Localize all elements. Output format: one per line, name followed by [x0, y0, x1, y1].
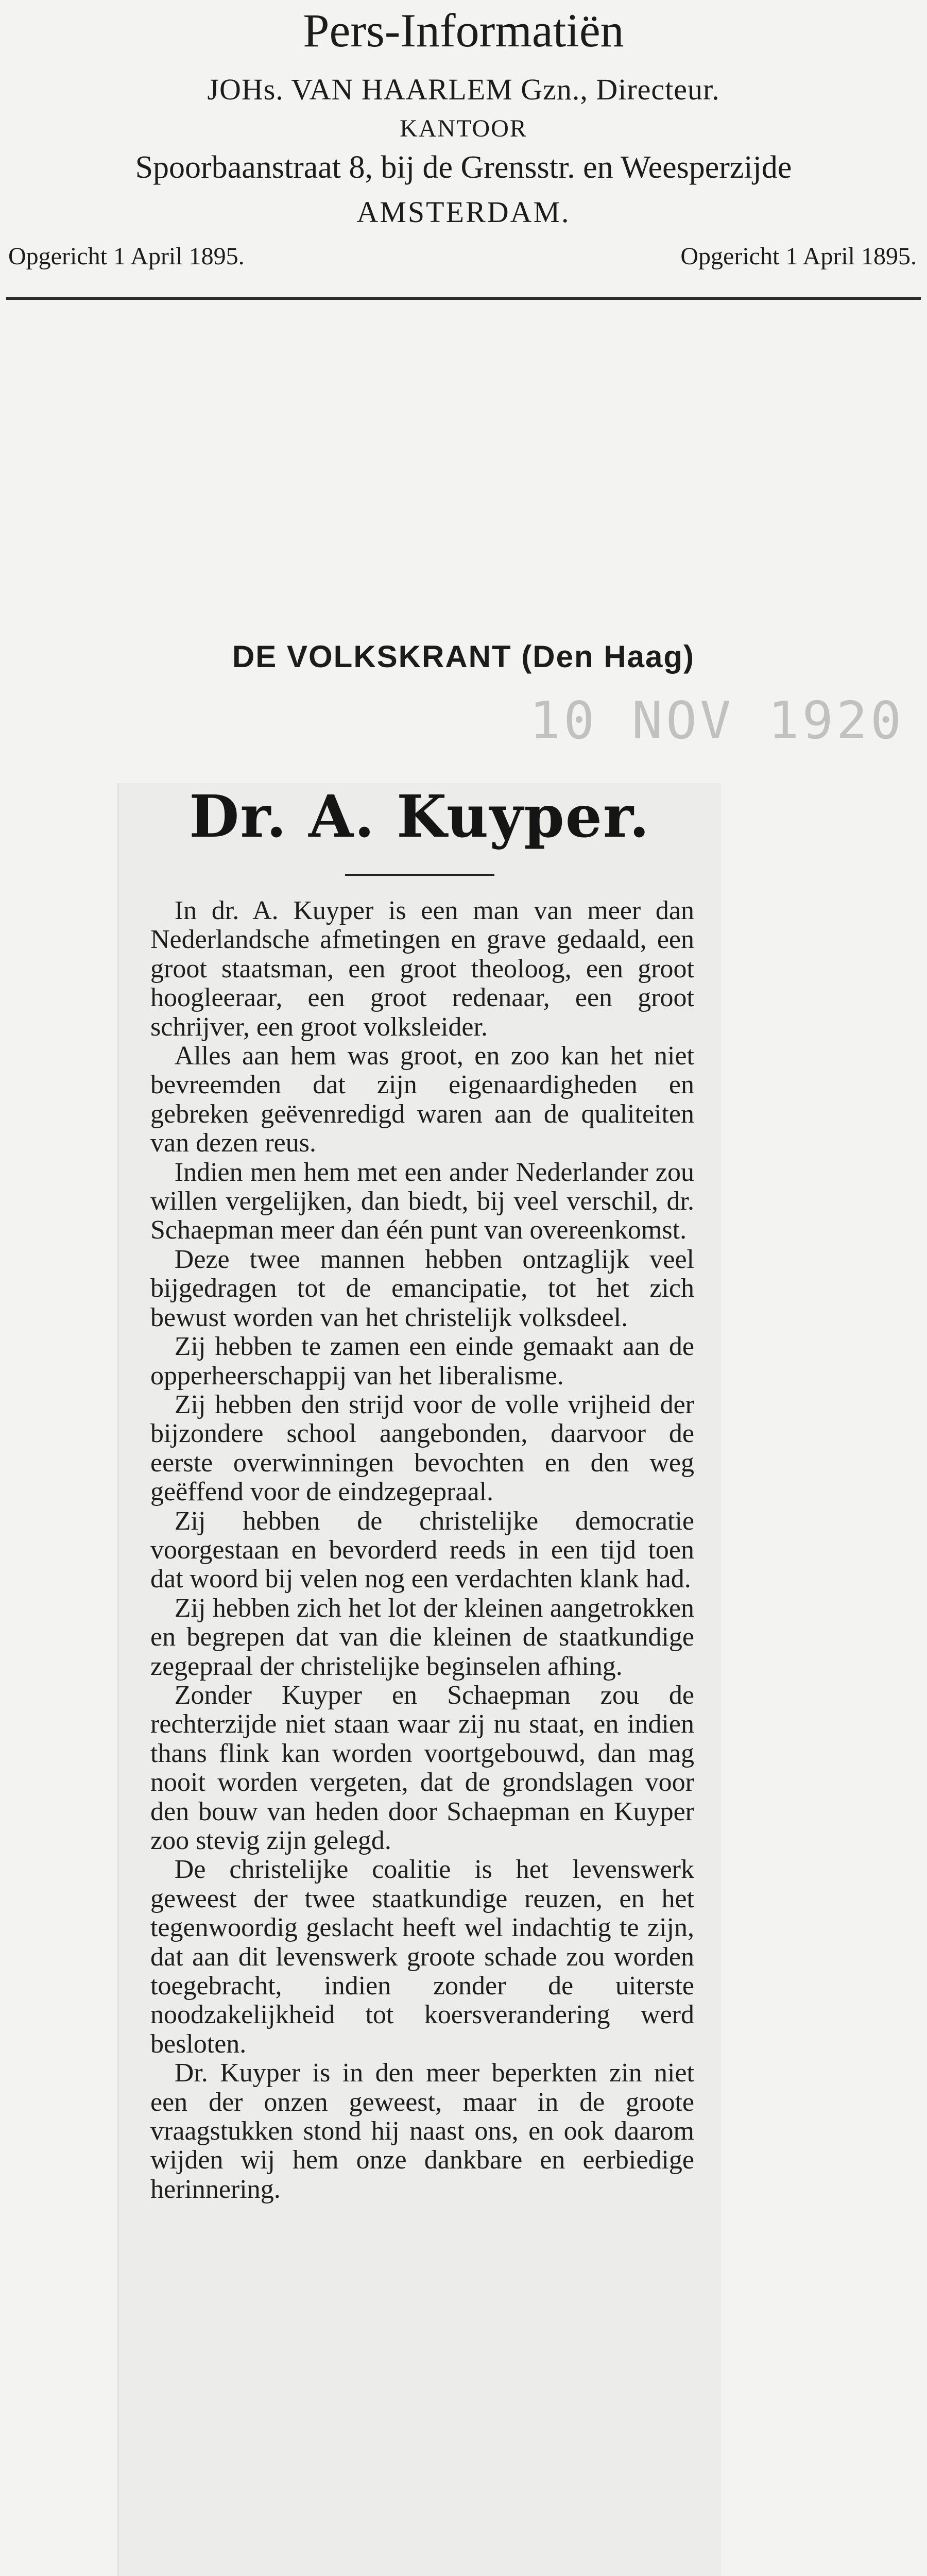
letterhead-title: Pers-Informatiën [303, 4, 624, 57]
letterhead-office: KANTOOR [400, 115, 527, 142]
paragraph: Dr. Kuyper is in den meer beperkten zin niet een der onzen geweest, maar in de groote vraagstukken stond hij naast ons, en ook daarom wijden wij hem onze dankbare en eerbiedige herinnering. [150, 2058, 694, 2204]
paragraph: Zonder Kuyper en Schaepman zou de rechterzijde niet staan waar zij nu staat, en indien thans flink kan worden voortgebouwd, dan mag nooit worden vergeten, dat de grondslagen voor den bouw van heden door Schaepman en Kuyper zoo stevig zijn gelegd. [150, 1680, 694, 1855]
paragraph: Zij hebben zich het lot der kleinen aangetrokken en begrepen dat van die kleinen de staatkundige zegepraal der christelijke beginselen afhing. [150, 1593, 694, 1681]
date-stamp: 10 NOV 1920 [529, 690, 905, 751]
letterhead-address: Spoorbaanstraat 8, bij de Grensstr. en Weesperzijde [135, 150, 792, 185]
letterhead-divider [6, 297, 921, 300]
newspaper-clipping [117, 783, 721, 2576]
paragraph: Alles aan hem was groot, en zoo kan het niet bevreemden dat zijn eigenaardigheden en gebreken geëvenredigd waren aan de qualiteiten van dezen reus. [150, 1041, 694, 1158]
paragraph: Deze twee mannen hebben ontzaglijk veel bijgedragen tot de emancipatie, tot het zich bewust worden van het christelijk volksdeel. [150, 1244, 694, 1332]
letterhead-city: AMSTERDAM. [356, 195, 571, 229]
letterhead-director: JOHs. VAN HAARLEM Gzn., Directeur. [207, 73, 720, 106]
newspaper-source: DE VOLKSKRANT (Den Haag) [232, 639, 695, 674]
founded-left: Opgericht 1 April 1895. [8, 243, 245, 270]
paragraph: In dr. A. Kuyper is een man van meer dan Nederlandsche afmetingen en grave gedaald, een groot staatsman, een groot theoloog, een groot hoogleeraar, een groot redenaar, een groot schrijver, een groot volksleider. [150, 896, 694, 1042]
article-body [150, 896, 694, 2204]
paragraph: Zij hebben den strijd voor de volle vrijheid der bijzondere school aangebonden, daarvoor de eerste overwinningen bevochten en den weg geëffend voor de eindzegepraal. [150, 1389, 694, 1507]
paragraph: Zij hebben de christelijke democratie voorgestaan en bevorderd reeds in een tijd toen dat woord bij velen nog een verdachten klank had. [150, 1506, 694, 1594]
founded-right: Opgericht 1 April 1895. [680, 243, 917, 270]
paragraph: Zij hebben te zamen een einde gemaakt aan de opperheerschappij van het liberalisme. [150, 1332, 694, 1391]
paragraph: De christelijke coalitie is het levenswerk geweest der twee staatkundige reuzen, en het tegenwoordig geslacht heeft wel indachtig te zijn, dat aan dit levenswerk groote schade zou worden toegebracht, indien zonder de uiterste noodzakelijkheid tot koersverandering werd besloten. [150, 1855, 694, 2059]
title-divider [345, 874, 494, 876]
article-title: Dr. A. Kuyper. [189, 783, 650, 851]
paragraph: Indien men hem met een ander Nederlander zou willen vergelijken, dan biedt, bij veel verschil, dr. Schaepman meer dan één punt van overeenkomst. [150, 1157, 694, 1245]
